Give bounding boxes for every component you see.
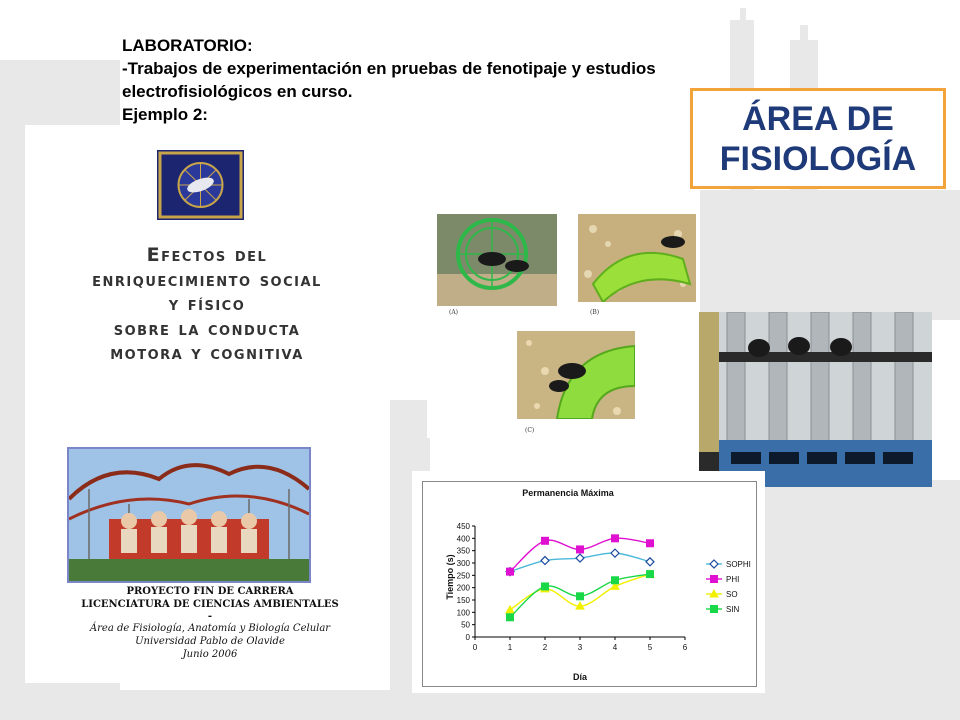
chart-x-label: Día xyxy=(572,672,588,682)
rotarod-apparatus-photo xyxy=(699,312,932,487)
area-title-box xyxy=(690,88,946,189)
cover-footer-line: Universidad Pablo de Olavide xyxy=(135,636,285,647)
cover-footer-line: Junio 2006 xyxy=(182,649,238,660)
caption-a: (A) xyxy=(449,309,459,316)
thesis-cover xyxy=(25,125,389,683)
permanencia-chart xyxy=(423,482,756,686)
data-point-sophi xyxy=(611,549,619,557)
mice-photos-panel xyxy=(427,209,696,438)
legend-marker-sophi xyxy=(710,560,718,568)
chart-container xyxy=(412,471,765,693)
x-tick-label: 1 xyxy=(507,643,513,652)
cover-title-line: y físico xyxy=(168,293,246,315)
cover-footer xyxy=(65,585,355,661)
data-point-sin xyxy=(507,614,514,621)
data-point-sin xyxy=(577,593,584,600)
data-point-sin xyxy=(542,583,549,590)
data-point-phi xyxy=(647,540,654,547)
data-point-so xyxy=(506,606,514,613)
lab-header-line2: -Trabajos de experimentación en pruebas de fenotipaje y estudios xyxy=(122,59,656,78)
data-point-sin xyxy=(647,571,654,578)
legend-marker-phi xyxy=(711,576,718,583)
x-tick-label: 0 xyxy=(472,643,478,652)
caption-b: (B) xyxy=(590,309,600,316)
x-tick-label: 2 xyxy=(542,643,548,652)
data-point-phi xyxy=(542,537,549,544)
mice-tunnel-photo xyxy=(578,214,696,302)
y-tick-label: 0 xyxy=(465,633,470,642)
cover-title xyxy=(25,243,389,366)
data-point-sin xyxy=(612,577,619,584)
chart-y-label: Tiempo (s) xyxy=(445,554,455,600)
x-tick-label: 5 xyxy=(647,643,653,652)
cover-title-line: sobre la conducta xyxy=(113,317,301,340)
legend-label-sin: SIN xyxy=(726,605,740,614)
cover-footer-line: PROYECTO FIN DE CARRERA xyxy=(126,586,294,597)
chart-frame xyxy=(422,481,757,687)
data-point-phi xyxy=(507,568,514,575)
mice-tube-photo xyxy=(517,331,635,419)
legend-label-sophi: SOPHI xyxy=(726,560,751,569)
x-tick-label: 3 xyxy=(577,643,583,652)
data-point-sophi xyxy=(541,557,549,565)
data-point-phi xyxy=(577,546,584,553)
cover-title-line: Efectos del xyxy=(146,244,268,266)
caption-c: (C) xyxy=(525,427,535,434)
x-tick-label: 6 xyxy=(682,643,688,652)
y-tick-label: 150 xyxy=(456,596,470,605)
data-point-sophi xyxy=(646,558,654,566)
legend-marker-sin xyxy=(711,606,718,613)
cover-title-line: enriquecimiento social xyxy=(92,268,322,291)
y-tick-label: 200 xyxy=(456,583,470,593)
y-tick-label: 300 xyxy=(456,559,470,568)
area-title-line2: FISIOLOGÍA xyxy=(719,139,917,178)
university-logo xyxy=(157,150,244,220)
cover-footer-dash: - xyxy=(207,611,213,622)
y-tick-label: 450 xyxy=(456,522,470,531)
area-title-line1: ÁREA DE xyxy=(742,99,894,138)
y-tick-label: 50 xyxy=(461,620,470,630)
mice-wheel-photo xyxy=(437,214,557,306)
y-tick-label: 250 xyxy=(456,571,470,581)
lab-header-line1: LABORATORIO: xyxy=(122,36,253,55)
x-tick-label: 4 xyxy=(612,643,618,652)
lab-header-line3: electrofisiológicos en curso. xyxy=(122,82,353,101)
legend-label-phi: PHI xyxy=(726,575,740,584)
data-point-sophi xyxy=(576,554,584,562)
cover-title-line: motora y cognitiva xyxy=(110,342,304,364)
y-tick-label: 350 xyxy=(456,546,470,556)
y-tick-label: 400 xyxy=(456,534,470,544)
cover-footer-line: Área de Fisiología, Anatomía y Biología Celular xyxy=(89,623,331,634)
chart-title: Permanencia Máxima xyxy=(522,488,614,498)
legend-label-so: SO xyxy=(726,590,738,599)
roller-coaster-photo xyxy=(67,447,311,583)
y-tick-label: 100 xyxy=(456,608,470,618)
lab-header-line4: Ejemplo 2: xyxy=(122,105,208,124)
cover-footer-line: LICENCIATURA DE CIENCIAS AMBIENTALES xyxy=(81,599,339,610)
data-point-phi xyxy=(612,535,619,542)
